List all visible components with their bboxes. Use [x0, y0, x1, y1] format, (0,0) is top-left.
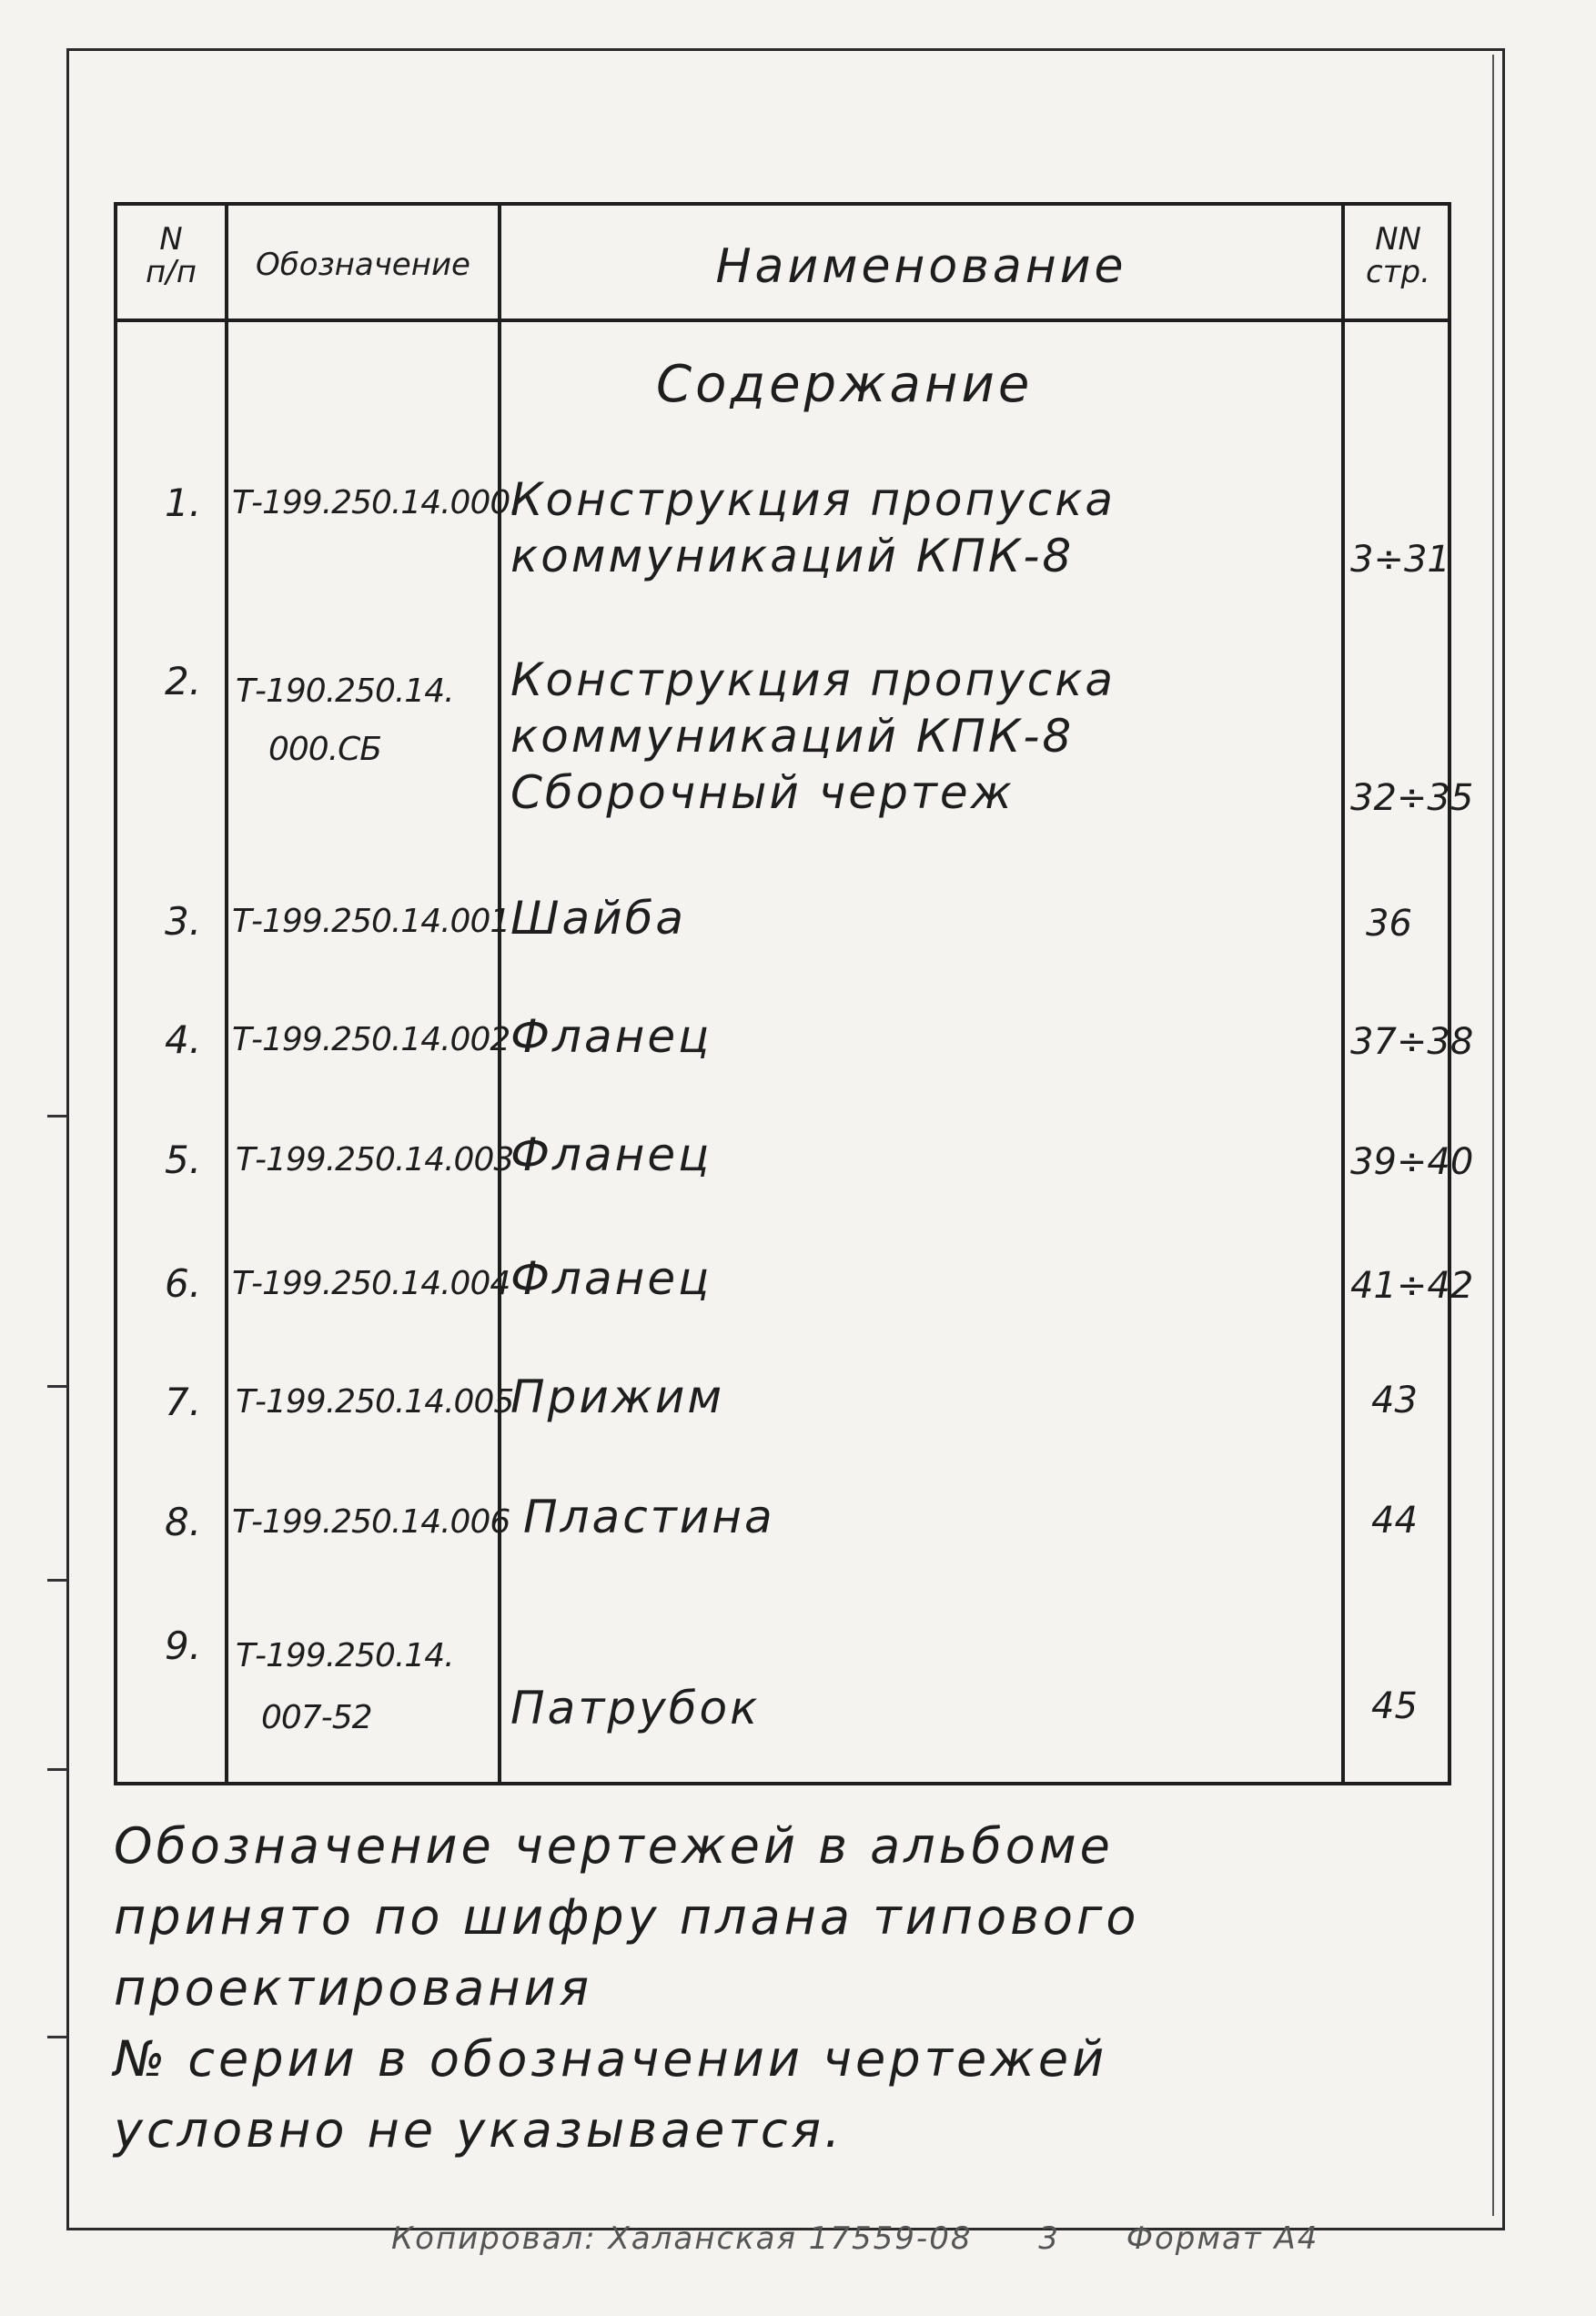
- margin-tick: [47, 1768, 67, 1771]
- row-code: [236, 1625, 454, 1749]
- row-name: Прижим: [510, 1370, 725, 1423]
- note-line: принято по шифру плана типового: [114, 1888, 1140, 1946]
- row-num: 9.: [165, 1623, 202, 1668]
- header-pages: [1345, 221, 1451, 290]
- note-line: № серии в обозначении чертежей: [114, 2030, 1108, 2088]
- row-name: [510, 652, 1116, 821]
- row-code: Т-199.250.14.004: [232, 1265, 510, 1302]
- row-pages: 32÷35: [1350, 777, 1474, 819]
- header-divider: [117, 319, 1448, 322]
- footer-format: Формат А4: [1126, 2220, 1319, 2257]
- row-num: 3.: [165, 899, 202, 944]
- row-pages: 39÷40: [1350, 1141, 1474, 1183]
- row-pages: 41÷42: [1350, 1265, 1474, 1307]
- row-code: Т-199.250.14.001: [232, 903, 510, 940]
- row-name: Шайба: [510, 892, 687, 945]
- row-num: 1.: [165, 480, 202, 525]
- row-num: 8.: [165, 1500, 202, 1544]
- row-code: Т-199.250.14.006: [232, 1503, 510, 1541]
- column-divider: [498, 206, 501, 1782]
- row-name-line: коммуникаций КПК-8: [510, 710, 1075, 763]
- row-num: 2.: [165, 659, 202, 703]
- row-code: [236, 662, 454, 779]
- row-code-line: Т-199.250.14.: [236, 1637, 454, 1674]
- row-name: Патрубок: [510, 1682, 761, 1734]
- section-title: Содержание: [656, 355, 1034, 414]
- row-name: Фланец: [510, 1252, 712, 1305]
- row-name-line: Конструкция пропуска: [510, 653, 1116, 706]
- row-pages: 36: [1366, 903, 1412, 945]
- row-code: Т-199.250.14.002: [232, 1021, 510, 1058]
- row-num: 7.: [165, 1380, 202, 1424]
- row-name-line: Конструкция пропуска: [510, 473, 1116, 526]
- row-code-line: 000.СБ: [268, 731, 381, 768]
- margin-tick: [47, 2036, 67, 2038]
- header-num-line1: N: [159, 221, 183, 258]
- sheet-footer: [391, 2220, 1373, 2257]
- row-pages: 3÷31: [1350, 539, 1450, 581]
- note-line: проектирования: [114, 1959, 593, 2017]
- margin-tick: [47, 1115, 67, 1118]
- footer-copied: Копировал: Халанская 17559-08: [391, 2220, 973, 2257]
- note-line: условно не указывается.: [114, 2101, 844, 2159]
- column-divider: [1341, 206, 1345, 1782]
- row-num: 4.: [165, 1017, 202, 1062]
- header-pages-line2: стр.: [1366, 253, 1430, 290]
- frame-edge-line: [1492, 55, 1494, 2216]
- header-name: Наименование: [715, 239, 1127, 294]
- row-pages: 45: [1371, 1685, 1418, 1727]
- header-num: [117, 221, 225, 290]
- row-name: [510, 471, 1116, 584]
- row-num: 5.: [165, 1138, 202, 1182]
- row-code-line: Т-190.250.14.: [236, 673, 454, 710]
- row-num: 6.: [165, 1261, 202, 1306]
- contents-table: [114, 202, 1474, 1785]
- row-pages: 44: [1371, 1500, 1418, 1542]
- header-pages-line1: NN: [1375, 221, 1421, 258]
- row-code: Т-199.250.14.005: [236, 1383, 514, 1421]
- row-pages: 37÷38: [1350, 1021, 1474, 1063]
- row-code-line: 007-52: [261, 1699, 372, 1736]
- row-name-line: коммуникаций КПК-8: [510, 530, 1075, 582]
- margin-tick: [47, 1385, 67, 1388]
- header-code: Обозначение: [256, 247, 470, 283]
- note-line: Обозначение чертежей в альбоме: [114, 1817, 1114, 1875]
- row-name-line: Сборочный чертеж: [510, 766, 1015, 819]
- row-name: Фланец: [510, 1010, 712, 1063]
- row-pages: 43: [1371, 1380, 1418, 1421]
- footer-sheet-number: 3: [1038, 2220, 1060, 2257]
- row-name: Пластина: [523, 1491, 775, 1543]
- row-name: Фланец: [510, 1128, 712, 1181]
- header-num-line2: п/п: [146, 253, 197, 290]
- row-code: Т-199.250.14.003: [236, 1141, 514, 1178]
- row-code: Т-199.250.14.000.: [232, 484, 520, 521]
- column-divider: [225, 206, 228, 1782]
- margin-tick: [47, 1579, 67, 1582]
- drawing-note: [114, 1811, 1433, 2166]
